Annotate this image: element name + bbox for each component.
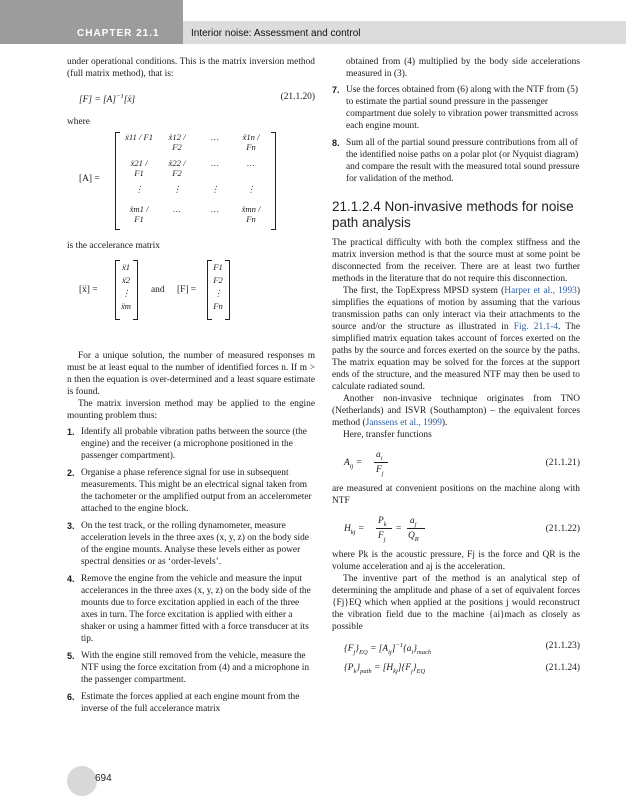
frac-num-sub: j: [414, 520, 417, 528]
right-column: [332, 56, 580, 681]
eq-sup: −1: [116, 93, 124, 100]
list-item: [67, 520, 315, 568]
list-item: [67, 573, 315, 645]
eq-part: ]{F: [397, 663, 411, 673]
eq-part: = [H: [371, 663, 394, 673]
chapter-label: CHAPTER 21.1: [77, 28, 160, 39]
frac-den: F: [378, 531, 384, 541]
frac-num-sub: i: [380, 454, 383, 462]
list-number: 4.: [67, 574, 75, 584]
eq-sub: ij: [349, 462, 354, 470]
fraction-bar: [376, 528, 392, 529]
text: ) simplifies the equations of motion by assuming that the various transmission paths can only interact via their attachments to the source and/or the structure as illustrated in: [332, 286, 580, 332]
paragraph-engine-mounting: The matrix inversion method may be applied to the engine mounting problem thus:: [67, 399, 315, 421]
frac-num-sub: k: [383, 520, 387, 528]
fraction-bar: [374, 462, 388, 463]
matrix-cell: ẍ21 / F1: [130, 158, 148, 178]
chapter-title: Interior noise: Assessment and control: [191, 28, 361, 39]
frac-den: F: [376, 465, 382, 475]
eq-sub: ij: [388, 649, 392, 656]
vector-x-lhs: [ẍ] =: [79, 285, 98, 295]
eq-sub: j: [410, 667, 413, 675]
frac-den-sub: j: [383, 535, 386, 543]
eq-part: }: [355, 644, 360, 655]
list-item: [67, 691, 315, 715]
list-text: Organise a phase reference signal for use in subsequent measurements. This might be an electrical signal taken from the tachometer or the amplified output from an accelerometer attached to the engine block.: [81, 468, 312, 514]
equation-21-1-24: [332, 659, 580, 677]
matrix-cell: ẍ11 / F1: [125, 132, 154, 142]
list-item: [67, 467, 315, 515]
eq-rhs: [ẍ]: [123, 95, 136, 106]
matrix-cell: …: [173, 204, 181, 214]
equation-number: (21.1.23): [545, 641, 580, 651]
list-text: On the test track, or the rolling dynamometer, measure acceleration levels in the three axes (x, y, z) on the body side of the engine mounts. Analyse these levels either as power spectral densities or as ‘order-levels’.: [81, 521, 309, 567]
list-item: [67, 426, 315, 462]
paragraph-measured: are measured at convenient positions on the machine along with NTF: [332, 484, 580, 506]
text: The first, the TopExpress MPSD system (: [343, 286, 505, 296]
left-bracket: [115, 132, 120, 230]
list-item: [67, 650, 315, 686]
eq-sub: kj: [393, 667, 398, 675]
matrix-cell: ẍm1 / F1: [129, 204, 149, 224]
eq-sub: path: [360, 667, 372, 675]
eq-part: = [A: [367, 644, 389, 655]
right-bracket: [271, 132, 276, 230]
list-text: Estimate the forces applied at each engine mount from the inverse of the full accelerance matrix: [81, 692, 300, 714]
list-item: [332, 84, 580, 132]
matrix-a: [67, 128, 315, 232]
matrix-cell: ⋮: [210, 184, 220, 194]
fraction-bar: [407, 528, 425, 529]
eq-sub: mach: [417, 649, 432, 656]
intro-paragraph: under operational conditions. This is the matrix inversion method (full matrix method), that is:: [67, 57, 315, 79]
eq-part: {F: [344, 644, 354, 655]
equation-21-1-23: [332, 637, 580, 655]
vector-cell: F1: [213, 262, 223, 272]
eq-part: }: [413, 644, 418, 655]
equation-number: (21.1.22): [545, 524, 580, 534]
eq-sub: EQ: [416, 667, 426, 675]
paragraph-transfer: Here, transfer functions: [343, 430, 432, 440]
eq-sub: EQ: [359, 649, 368, 656]
eq-lhs: [F] = [A]: [79, 95, 117, 106]
running-header: [0, 0, 626, 44]
equation-number: (21.1.21): [545, 458, 580, 468]
equation-21-1-21: $A_{ij}$ = $a_i$ $F_j$ (21.1.21): [344, 450, 580, 477]
list-number: 5.: [67, 651, 75, 661]
list-text: With the engine still removed from the vehicle, measure the NTF using the force excitation from (4) and a microphone in the passenger compartment.: [81, 651, 310, 685]
vector-cell: ⋮: [121, 288, 131, 298]
frac-num: a: [410, 516, 415, 526]
vector-cell: ẍ1: [121, 262, 131, 272]
vector-cell: ẍ2: [121, 275, 131, 285]
list-text: Sum all of the partial sound pressure contributions from all of the identified noise paths on a polar plot (or Nyquist diagram) and compare the result with the measured total sound pressure for validation of the method.: [346, 138, 580, 184]
right-bracket: [225, 260, 230, 320]
list-number: 7.: [332, 85, 340, 95]
section-heading: 21.1.2.4 Non-invasive methods for noise path analysis: [332, 199, 574, 230]
list-item: [332, 137, 580, 185]
matrix-cell: ⋮: [134, 184, 144, 194]
matrix-cell: …: [211, 204, 219, 214]
eq-lhs: H: [344, 524, 351, 534]
left-column: [67, 56, 315, 720]
list-number: 6.: [67, 692, 75, 702]
vector-cell: F2: [213, 275, 223, 285]
matrix-cell: ẍ1n / Fn: [242, 132, 260, 152]
equation-21-1-20: [67, 86, 315, 110]
vector-cell: Fn: [213, 301, 223, 311]
text: Another non-invasive technique originates from TNO (Netherlands) and ISVR (Southampton) – the equivalent forces method (: [332, 394, 580, 428]
list-number: 3.: [67, 521, 75, 531]
vector-cell: ẍm: [120, 301, 132, 311]
matrix-cell: …: [211, 158, 219, 168]
accelerance-label: is the accelerance matrix: [67, 241, 160, 251]
eq-part: {a: [403, 644, 412, 655]
eq-part: {P: [344, 663, 354, 673]
and-word: and: [151, 285, 165, 295]
page-number-marker: [67, 766, 97, 796]
steps-list-right: [332, 84, 580, 185]
matrix-cell: ẍ12 / F2: [168, 132, 186, 152]
paragraph-topexpress: [332, 285, 580, 393]
matrix-a-lhs: [A] =: [79, 174, 100, 184]
vector-cell: ⋮: [213, 288, 223, 298]
eq-part: }: [412, 663, 417, 673]
eq-part: }: [356, 663, 361, 673]
list-text: Identify all probable vibration paths between the source (the engine) and the receiver (a microphone positioned in the passenger compartment).: [81, 427, 307, 461]
right-bracket: [133, 260, 138, 320]
equation-number: (21.1.24): [545, 663, 580, 673]
frac-den: Q: [408, 531, 415, 541]
paragraph-unique-solution: For a unique solution, the number of measured responses m must be at least equal to the number of identified forces n. If m > n then the equation is over-determined and a least square estimate is found.: [67, 351, 315, 397]
citation-janssens-link[interactable]: Janssens et al., 1999: [365, 418, 442, 428]
text: ).: [441, 418, 448, 428]
figure-link[interactable]: Fig. 21.1-4: [513, 322, 559, 332]
matrix-cell: ẍmn / Fn: [241, 204, 261, 224]
paragraph-tno: [332, 393, 580, 429]
where-label: where: [67, 117, 90, 127]
eq-sub: i: [411, 649, 414, 656]
list-number: 1.: [67, 427, 75, 437]
frac-num: a: [376, 450, 381, 460]
vector-f-lhs: [F] =: [177, 285, 197, 295]
vectors: [67, 258, 315, 322]
eq-lhs: A: [344, 458, 350, 468]
eq-sub: k: [353, 667, 357, 675]
matrix-cell: ⋮: [172, 184, 182, 194]
frac-num: P: [378, 516, 384, 526]
list-number: 8.: [332, 138, 340, 148]
continued-step: obtained from (4) multiplied by the body side accelerations measured in (3).: [346, 57, 580, 79]
eq-part: ]: [391, 644, 396, 655]
list-number: 2.: [67, 468, 75, 478]
citation-harper-link[interactable]: Harper et al., 1993: [504, 286, 577, 296]
paragraph-inventive: The inventive part of the method is an analytical step of determining the amplitude and phase of a set of equivalent forces {Fj}EQ which when applied at the positions j would reconstruct the vibration field due to the machine {ai}mach as closely as possible: [332, 574, 580, 632]
matrix-cell: ẍ22 / F2: [168, 158, 186, 178]
text: . The simplified matrix equation takes account of forces exerted on the paths by the source and forces exerted on the source by the paths. The matrix equation may be solved for the forces at the support ends of the structure, and the measured NTF may then be used to calculate radiated sound.: [332, 322, 580, 392]
matrix-cell: …: [211, 132, 219, 142]
paragraph-where-pk: where Pk is the acoustic pressure, Fj is the force and QR is the volume acceleration and aj is the acceleration.: [332, 550, 580, 572]
frac-den-sub: R: [414, 535, 419, 543]
steps-list-left: [67, 426, 315, 715]
paragraph-practical: The practical difficulty with both the complex stiffness and the matrix inversion method is that the source must at some point be disconnected from the receiver. There are at least two further methods in the literature that do not require this disconnection.: [332, 238, 580, 284]
matrix-cell: ⋮: [246, 184, 256, 194]
page-number: 694: [95, 773, 112, 784]
matrix-cell: …: [247, 158, 255, 168]
eq-sup: −1: [395, 642, 404, 649]
list-text: Use the forces obtained from (6) along with the NTF from (5) to estimate the partial sound pressure in the passenger compartment due solely to vibration power transmitted across each engine mount.: [346, 85, 578, 131]
equation-21-1-22: $H_{kj}$ = $P_k$ $F_j$ = $a_j$ $Q_R$ (21.1.22): [344, 516, 580, 543]
frac-den-sub: j: [381, 469, 384, 477]
eq-sub: j: [353, 649, 356, 656]
equation-number: (21.1.20): [280, 92, 315, 102]
list-text: Remove the engine from the vehicle and measure the input accelerances in the three axes (x, y, z) on the body side of the mounts due to force excitation applied in each of the three axes in turn. The force excitation is applied with either a shaker or using a hammer fitted with a force transducer at its tip.: [81, 574, 311, 644]
eq-sub: kj: [350, 528, 356, 536]
